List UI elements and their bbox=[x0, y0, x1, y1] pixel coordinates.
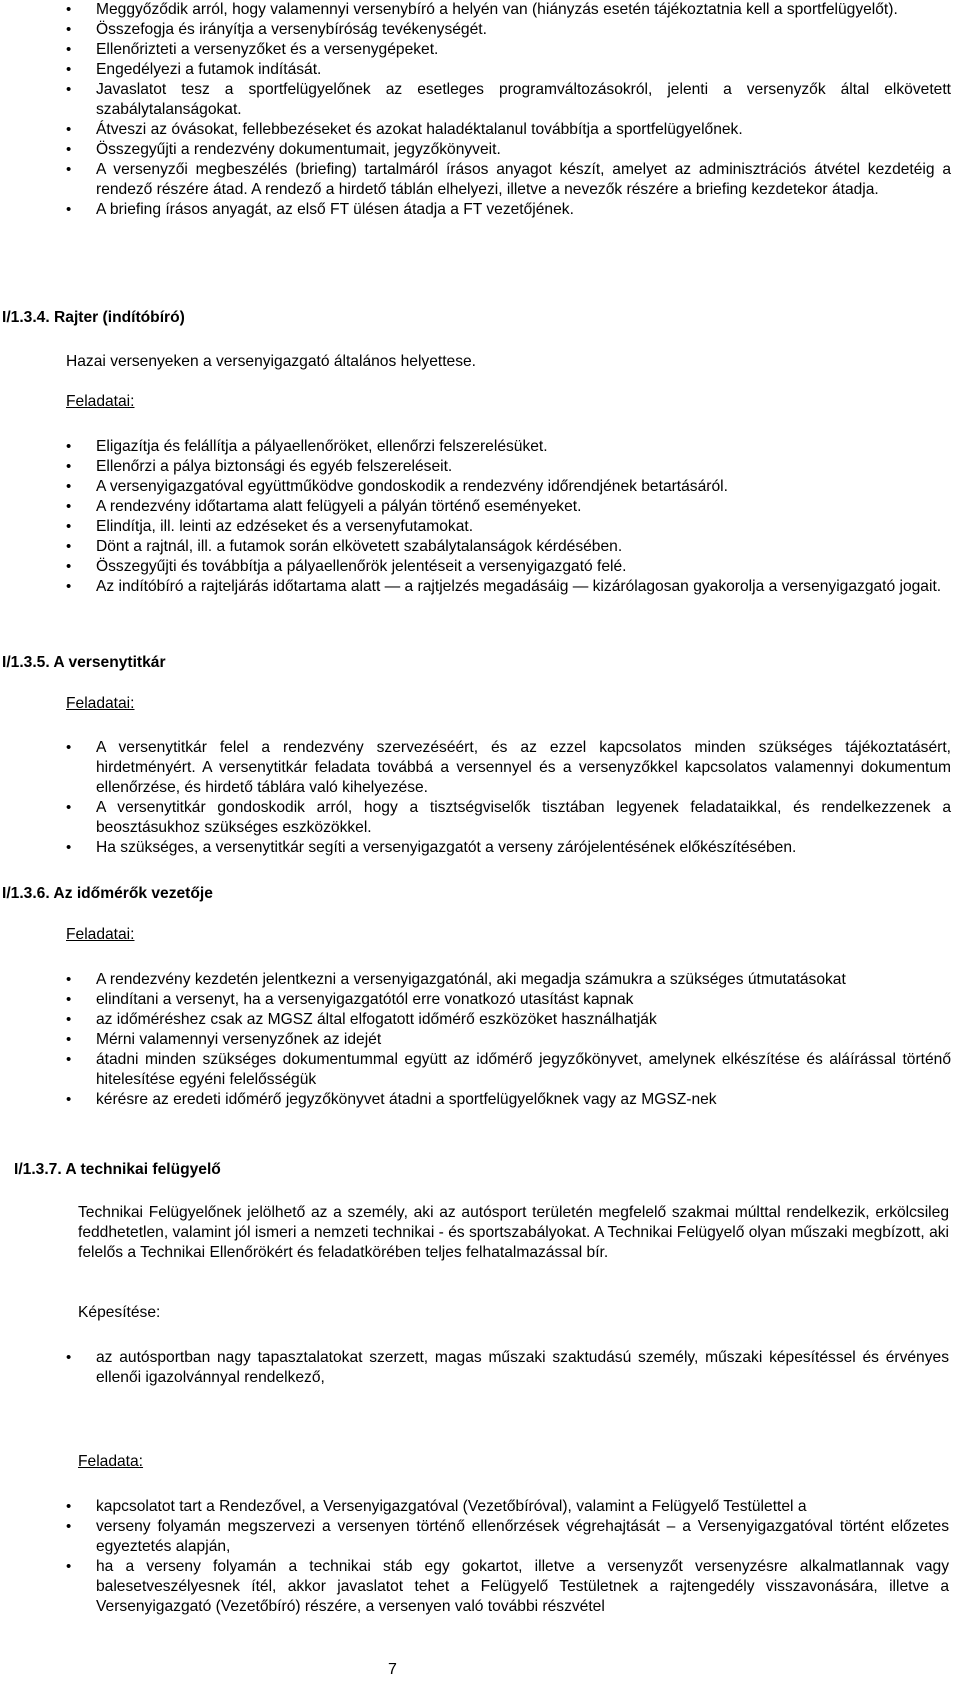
qualification-list bbox=[96, 1348, 949, 1388]
list-item: • Összegyűjti a rendezvény dokumentumait, jegyzőkönyveit. bbox=[96, 140, 951, 160]
list-item: • Ha szükséges, a versenytitkár segíti a versenyigazgatót a verseny zárójelentésének előkészítésében. bbox=[96, 838, 951, 858]
section-heading-versenytitkar: I/1.3.5. A versenytitkár bbox=[2, 654, 166, 671]
qualification-label: Képesítése: bbox=[78, 1304, 161, 1321]
list-item: • kérésre az eredeti időmérő jegyzőkönyvet átadni a sportfelügyelőknek vagy az MGSZ-nek bbox=[96, 1090, 951, 1110]
list-item: • Ellenőrizteti a versenyzőket és a versenygépeket. bbox=[96, 40, 951, 60]
list-item: • Javaslatot tesz a sportfelügyelőnek az esetleges programváltozásokról, jelenti a versenyzők által elkövetett szabálytalanságokat. bbox=[96, 80, 951, 120]
task-list-versenytitkar bbox=[96, 738, 951, 858]
list-item: • Összegyűjti és továbbítja a pályaellenőrök jelentéseit a versenyigazgató felé. bbox=[96, 557, 951, 577]
list-item: • A versenyzői megbeszélés (briefing) tartalmáról írásos anyagot készít, amelyet az adminisztrációs átvétel kezdetéig a rendező részére átad. A rendező a hirdető táblán elhelyezi, illetve a nevezők részére a briefing kezdetekor átadja. bbox=[96, 160, 951, 200]
top-task-list bbox=[96, 0, 951, 220]
list-item: • verseny folyamán megszervezi a versenyen történő ellenőrzések végrehajtását – a Versenyigazgatóval történt előzetes egyeztetés alapján, bbox=[96, 1517, 949, 1557]
list-item: • elindítani a versenyt, ha a versenyigazgatótól erre vonatkozó utasítást kapnak bbox=[96, 990, 951, 1010]
list-item: • kapcsolatot tart a Rendezővel, a Versenyigazgatóval (Vezetőbíróval), valamint a Felügyelő Testülettel a bbox=[96, 1497, 949, 1517]
list-item: • Összefogja és irányítja a versenybíróság tevékenységét. bbox=[96, 20, 951, 40]
list-item: • Elindítja, ill. leinti az edzéseket és a versenyfutamokat. bbox=[96, 517, 951, 537]
list-item: • A briefing írásos anyagát, az első FT ülésen átadja a FT vezetőjének. bbox=[96, 200, 951, 220]
list-item: • Meggyőződik arról, hogy valamennyi versenybíró a helyén van (hiányzás esetén tájékoztatnia kell a sportfelügyelőt). bbox=[96, 0, 951, 20]
list-item: • A rendezvény kezdetén jelentkezni a versenyigazgatónál, aki megadja számukra a szükséges útmutatásokat bbox=[96, 970, 951, 990]
list-item: • Mérni valamennyi versenyzőnek az idejét bbox=[96, 1030, 951, 1050]
list-item: • A versenytitkár gondoskodik arról, hogy a tisztségviselők tisztában legyenek feladataikkal, és rendelkezzenek a beosztásukhoz szükséges eszközökkel. bbox=[96, 798, 951, 838]
section-heading-idomerok: I/1.3.6. Az időmérők vezetője bbox=[2, 885, 213, 902]
task-list-idomerok bbox=[96, 970, 951, 1110]
list-item: • átadni minden szükséges dokumentummal együtt az időmérő jegyzőkönyvet, amelynek elkészítése és aláírással történő hitelesítése egyéni felelősségük bbox=[96, 1050, 951, 1090]
list-item: • Eligazítja és felállítja a pályaellenőröket, ellenőrzi felszerelésüket. bbox=[96, 437, 951, 457]
list-item: • Dönt a rajtnál, ill. a futamok során elkövetett szabálytalanságok kérdésében. bbox=[96, 537, 951, 557]
list-item: • A versenyigazgatóval együttműködve gondoskodik a rendezvény időrendjének betartásáról. bbox=[96, 477, 951, 497]
task-list-technikai-felugyelo bbox=[96, 1497, 949, 1617]
section-heading-rajter: I/1.3.4. Rajter (indítóbíró) bbox=[2, 309, 185, 326]
list-item: • Ellenőrzi a pálya biztonsági és egyéb felszereléseit. bbox=[96, 457, 951, 477]
tasks-label-versenytitkar: Feladatai: bbox=[66, 695, 135, 712]
section-heading-technikai-felugyelo: I/1.3.7. A technikai felügyelő bbox=[14, 1161, 221, 1178]
page-number: 7 bbox=[388, 1661, 397, 1678]
list-item: • A rendezvény időtartama alatt felügyeli a pályán történő eseményeket. bbox=[96, 497, 951, 517]
section-intro-technikai-felugyelo: Technikai Felügyelőnek jelölhető az a személy, aki az autósport területén megfelelő szakmai múlttal rendelkezik, erkölcsileg feddhetetlen, valamint jól ismeri a nemzeti technikai - és sportszabályokat. A Technikai Felügyelő olyan műszaki megbízott, aki felelős a Technikai Ellenőrökért és feladatkörében teljes felhatalmazással bír. bbox=[78, 1204, 949, 1261]
tasks-label-rajter: Feladatai: bbox=[66, 393, 135, 410]
task-list-rajter bbox=[96, 437, 951, 597]
list-item: • Az indítóbíró a rajteljárás időtartama alatt — a rajtjelzés megadásáig — kizárólagosan gyakorolja a versenyigazgató jogait. bbox=[96, 577, 951, 597]
list-item: • Átveszi az óvásokat, fellebbezéseket és azokat haladéktalanul továbbítja a sportfelügyelőnek. bbox=[96, 120, 951, 140]
tasks-label-technikai-felugyelo: Feladata: bbox=[78, 1453, 144, 1470]
list-item: • Engedélyezi a futamok indítását. bbox=[96, 60, 951, 80]
section-intro-rajter: Hazai versenyeken a versenyigazgató általános helyettese. bbox=[66, 353, 477, 370]
list-item: • ha a verseny folyamán a technikai stáb egy gokartot, illetve a versenyzőt versenyzésre alkalmatlannak vagy balesetveszélyesnek ítél, akkor javaslatot tehet a Felügyelő Testületnek a rajtengedély visszavonására, illetve a Versenyigazgató (Vezetőbíró) részére, a versenyen való további részvétel bbox=[96, 1557, 949, 1617]
list-item: • A versenytitkár felel a rendezvény szervezéséért, és az ezzel kapcsolatos minden szükséges tájékoztatásért, hirdetményért. A versenytitkár feladata továbbá a versennyel és a versenyzőkkel kapcsolatos valamennyi dokumentum ellenőrzése, és hirdető táblára való kihelyezése. bbox=[96, 738, 951, 798]
list-item: • az autósportban nagy tapasztalatokat szerzett, magas műszaki szaktudású személy, műszaki képesítéssel és érvényes ellenői igazolvánnyal rendelkező, bbox=[96, 1348, 949, 1388]
tasks-label-idomerok: Feladatai: bbox=[66, 926, 135, 943]
list-item: • az időméréshez csak az MGSZ által elfogatott időmérő eszközöket használhatják bbox=[96, 1010, 951, 1030]
